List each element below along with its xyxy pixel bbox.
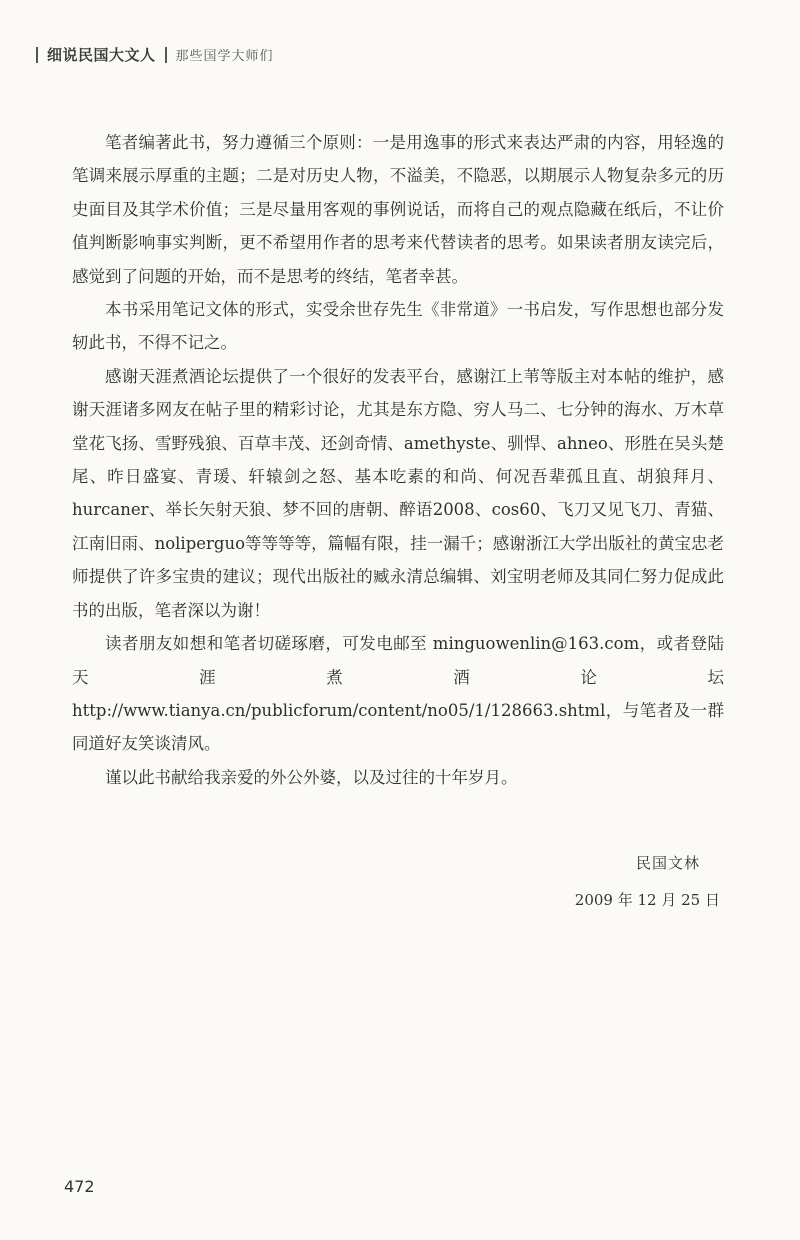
paragraph-inspiration: 本书采用笔记文体的形式，实受余世存先生《非常道》一书启发，写作思想也部分发轫此书，不得不记之。 xyxy=(72,300,724,353)
paragraph-acknowledgements: 感谢天涯煮酒论坛提供了一个很好的发表平台，感谢江上苇等版主对本帖的维护，感谢天涯诸多网友在帖子里的精彩讨论，尤其是东方隐、穷人马二、七分钟的海水、万木草堂花飞扬、雪野残狼、百草丰茂、还剑奇情、amethyste、驯悍、ahneo、形胜在吴头楚尾、昨日盛宴、青瑗、轩辕剑之怒、基本吃素的和尚、何况吾辈孤且直、胡狼拜月、hurcaner、举长矢射天狼、梦不回的唐朝、醉语2008、cos60、飞刀又见飞刀、青猫、江南旧雨、noliperguo等等等等，篇幅有限，挂一漏千；感谢浙江大学出版社的黄宝忠老师提供了许多宝贵的建议；现代出版社的臧永清总编辑、刘宝明老师及其同仁努力促成此书的出版，笔者深以为谢！ xyxy=(72,366,724,620)
paragraph-dedication: 谨以此书献给我亲爱的外公外婆，以及过往的十年岁月。 xyxy=(105,767,518,787)
page-number: 472 xyxy=(64,1177,95,1196)
signature-author: 民国文林 xyxy=(635,854,700,872)
running-header xyxy=(36,44,274,65)
header-divider xyxy=(165,47,167,63)
book-title: 细说民国大文人 xyxy=(47,46,156,64)
header-divider xyxy=(36,47,38,63)
body-text xyxy=(72,126,724,794)
paragraph-contact: 读者朋友如想和笔者切磋琢磨，可发电邮至 minguowenlin@163.com，或者登陆天涯煮酒论坛 http://www.tianya.cn/publicforum/content/no05/1/128663.shtml，与笔者及一群同道好友笑谈清风。 xyxy=(72,634,724,754)
signature-date: 2009 年 12 月 25 日 xyxy=(574,891,720,909)
signature-block xyxy=(575,845,720,919)
paragraph-principles: 笔者编著此书，努力遵循三个原则：一是用逸事的形式来表达严肃的内容，用轻逸的笔调来展示厚重的主题；二是对历史人物，不溢美，不隐恶，以期展示人物复杂多元的历史面目及其学术价值；三是尽量用客观的事例说话，而将自己的观点隐藏在纸后，不让价值判断影响事实判断，更不希望用作者的思考来代替读者的思考。如果读者朋友读完后，感觉到了问题的开始，而不是思考的终结，笔者幸甚。 xyxy=(72,133,724,286)
section-title: 那些国学大师们 xyxy=(175,49,274,64)
